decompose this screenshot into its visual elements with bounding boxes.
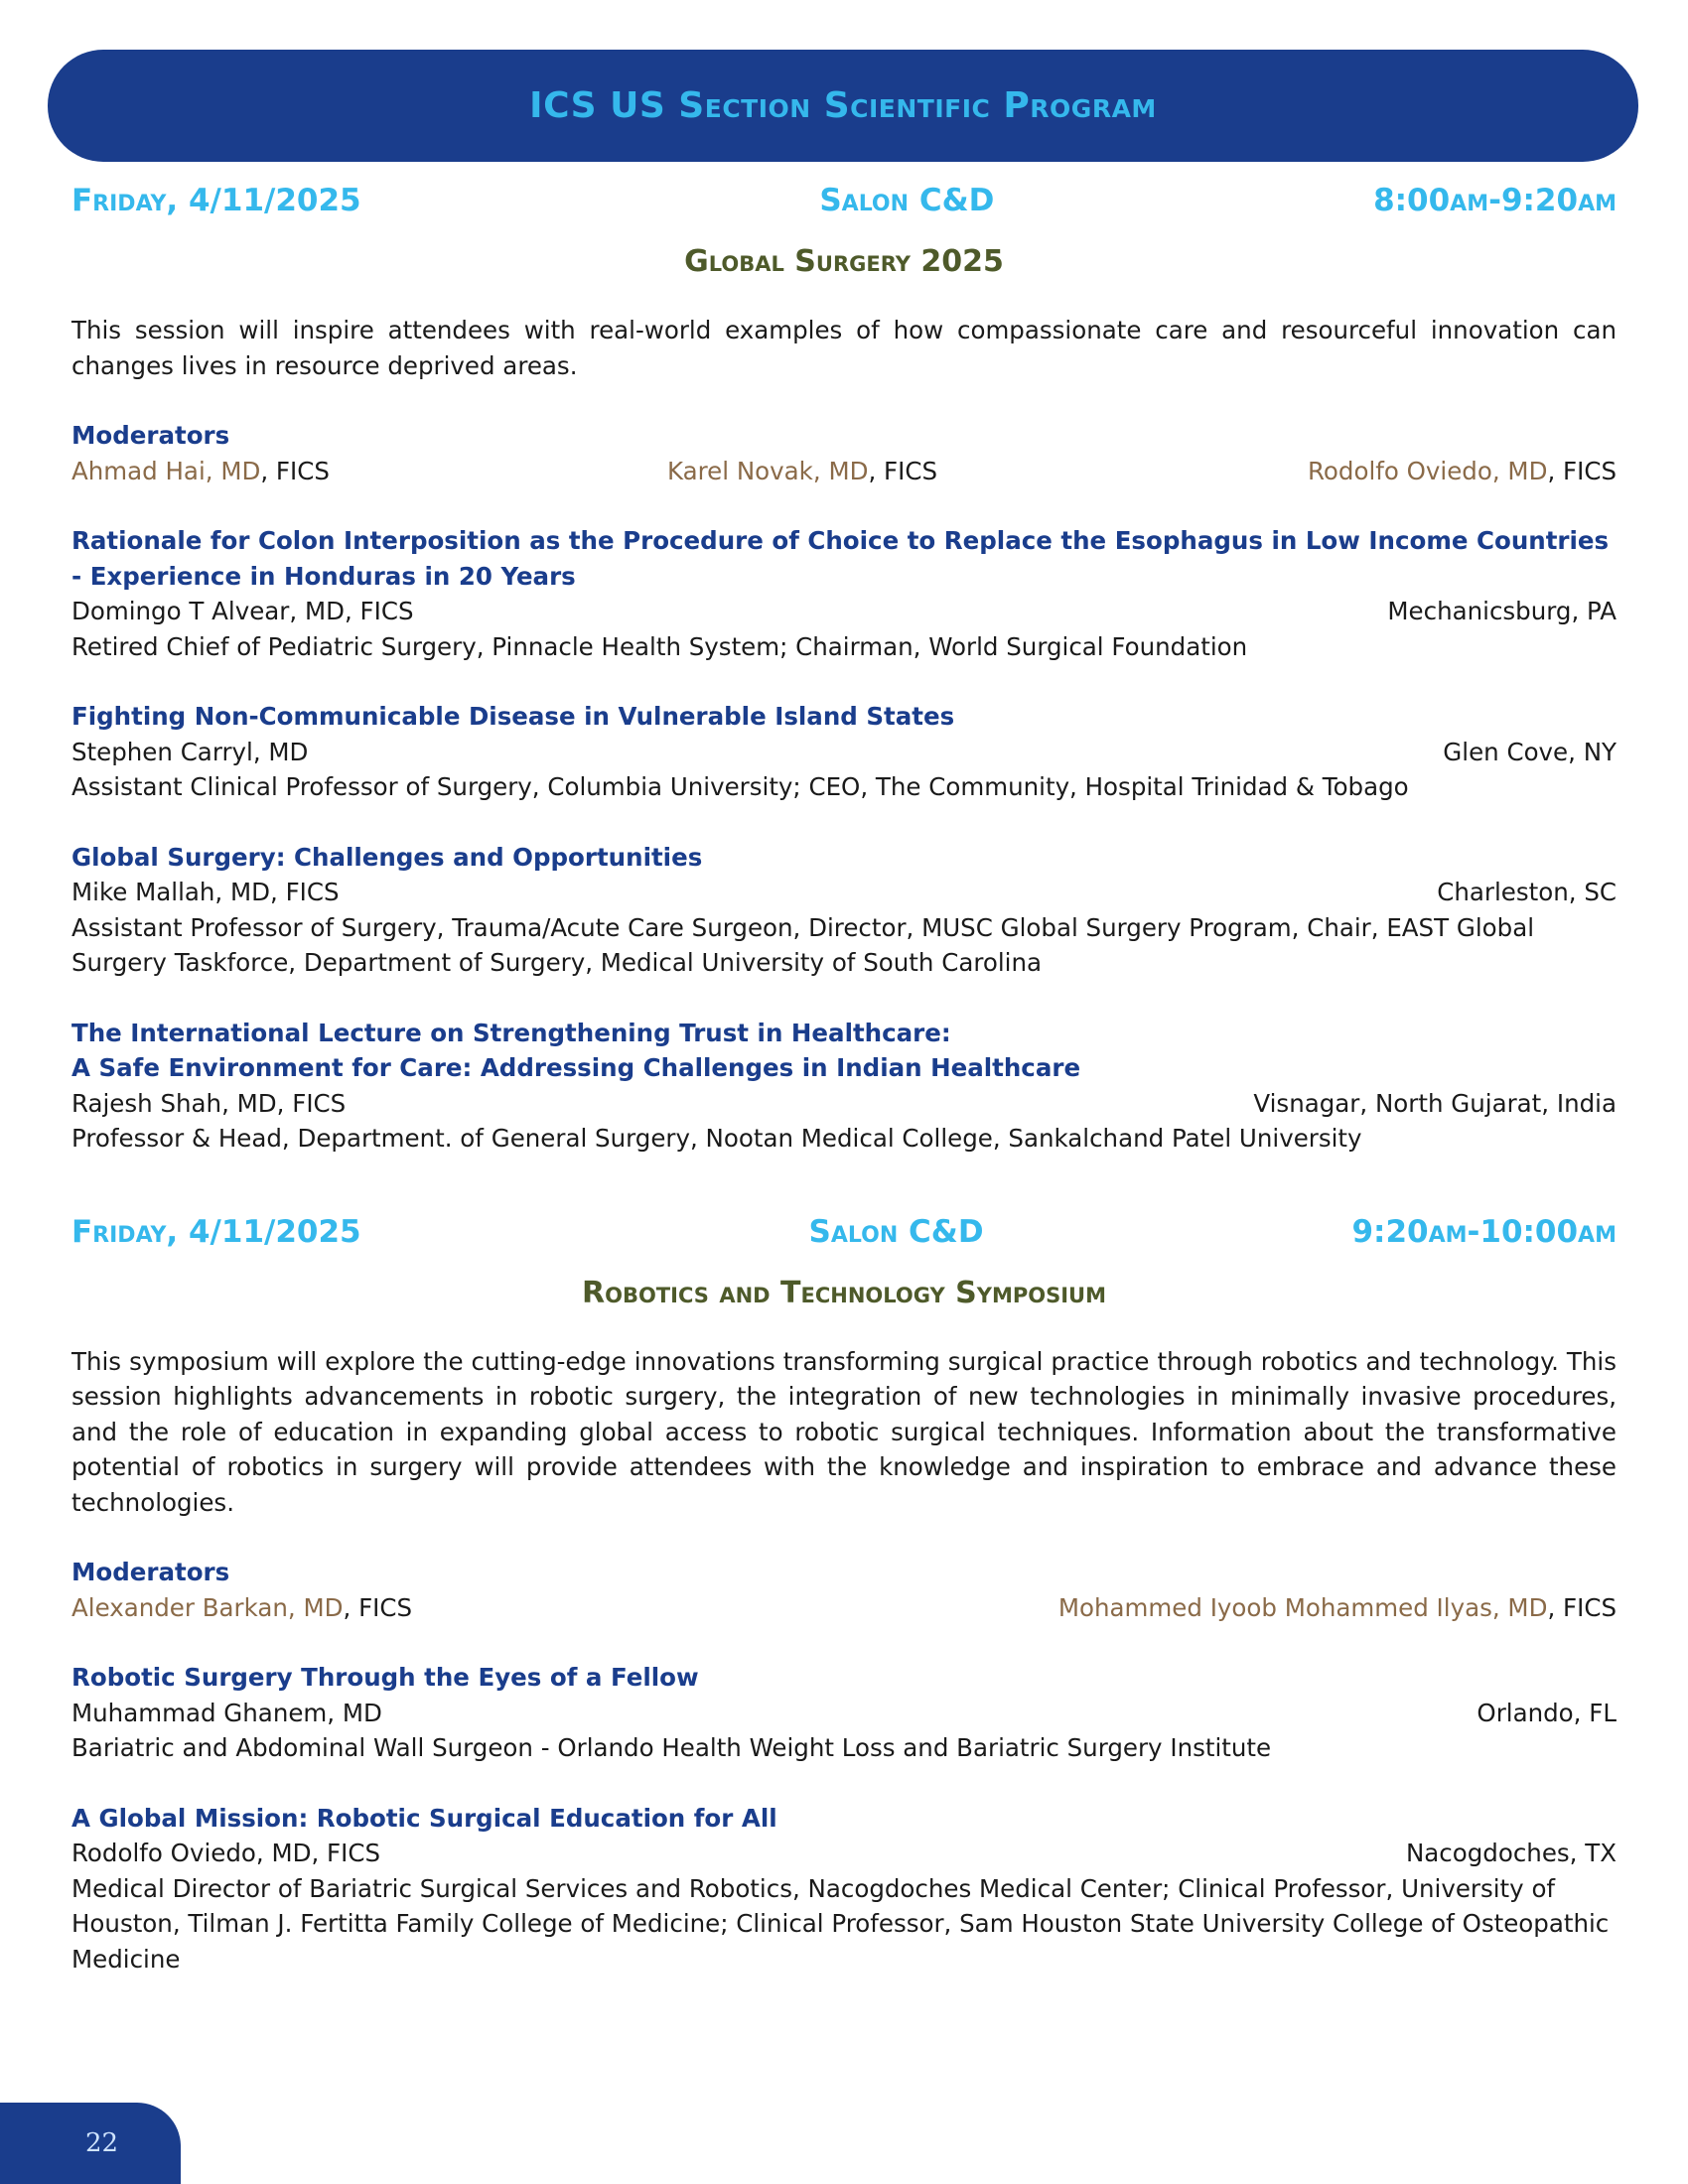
speaker-location: Mechanicsburg, PA	[1387, 597, 1617, 625]
moderator: Rodolfo Oviedo, MD, FICS	[1307, 456, 1617, 485]
speaker-affiliation: Assistant Clinical Professor of Surgery, Columbia University; CEO, The Community, Hospital Trinidad & Tobago	[71, 772, 1409, 801]
speaker-location: Visnagar, North Gujarat, India	[1253, 1088, 1617, 1118]
session-global-surgery	[71, 183, 1617, 1157]
talk-title: Rationale for Colon Interposition as the Procedure of Choice to Replace the Esophagus in Low Income Countries - Experience in Honduras in 20 Years	[71, 526, 1610, 591]
session-meta	[71, 1214, 1617, 1250]
session-description: This session will inspire attendees with real-world examples of how compassionate care and resourceful innovation can changes lives in resource deprived areas.	[71, 316, 1617, 380]
talk	[71, 840, 1617, 981]
speaker-row	[71, 1086, 1617, 1122]
speaker-location: Nacogdoches, TX	[1405, 1839, 1617, 1867]
session-room: Salon C&D	[808, 1213, 984, 1250]
speaker-name: Mike Mallah, MD, FICS	[71, 878, 340, 906]
moderator: Karel Novak, MD, FICS	[667, 456, 938, 485]
talk	[71, 523, 1617, 664]
session-title: Global Surgery 2025	[684, 244, 1004, 279]
moderator: Ahmad Hai, MD, FICS	[71, 456, 330, 485]
speaker-location: Charleston, SC	[1437, 878, 1617, 906]
session-title: Robotics and Technology Symposium	[582, 1275, 1106, 1310]
talk-title: Robotic Surgery Through the Eyes of a Fellow	[71, 1663, 699, 1692]
speaker-name: Domingo T Alvear, MD, FICS	[71, 597, 414, 625]
session-description: This symposium will explore the cutting-edge innovations transforming surgical practice through robotics and technology. This session highlights advancements in robotic surgery, the integration of new technologies in minimally invasive procedures, and the role of education in expanding global access to robotic surgical techniques. Information about the transformative potential of robotics in surgery will provide attendees with the knowledge and inspiration to embrace and advance these technologies.	[71, 1346, 1617, 1517]
moderators-list	[71, 1590, 1617, 1626]
talk-title: Global Surgery: Challenges and Opportunities	[71, 842, 703, 872]
speaker-location: Glen Cove, NY	[1443, 737, 1617, 766]
speaker-name: Stephen Carryl, MD	[71, 737, 309, 766]
session-meta	[71, 183, 1617, 218]
speaker-affiliation: Professor & Head, Department. of General Surgery, Nootan Medical College, Sankalchand Patel University	[71, 1124, 1362, 1153]
moderators-block	[71, 418, 1617, 488]
speaker-row	[71, 1836, 1617, 1871]
program-title: ICS US Section Scientific Program	[529, 85, 1157, 126]
session-day: Friday, 4/11/2025	[71, 183, 361, 218]
moderators-label: Moderators	[71, 1558, 230, 1586]
page-number: 22	[85, 2128, 119, 2158]
session-time: 8:00am-9:20am	[1373, 183, 1617, 218]
speaker-row	[71, 1696, 1617, 1731]
talk	[71, 1016, 1617, 1157]
page-number-tab	[0, 2103, 181, 2184]
speaker-affiliation: Retired Chief of Pediatric Surgery, Pinnacle Health System; Chairman, World Surgical Foundation	[71, 631, 1248, 661]
program-banner	[48, 50, 1638, 162]
moderator: Mohammed Iyoob Mohammed Ilyas, MD, FICS	[1057, 1592, 1617, 1622]
talk	[71, 699, 1617, 805]
session-room: Salon C&D	[819, 183, 995, 218]
session-time: 9:20am-10:00am	[1351, 1213, 1617, 1250]
speaker-row	[71, 735, 1617, 770]
talk	[71, 1660, 1617, 1766]
talk-title: The International Lecture on Strengthening Trust in Healthcare:	[71, 1018, 951, 1047]
talk-title: Fighting Non-Communicable Disease in Vulnerable Island States	[71, 702, 955, 731]
session-day: Friday, 4/11/2025	[71, 1213, 361, 1250]
program-content	[71, 179, 1617, 1977]
talk-subtitle: A Safe Environment for Care: Addressing Challenges in Indian Healthcare	[71, 1053, 1081, 1082]
session-robotics	[71, 1214, 1617, 1978]
speaker-affiliation: Medical Director of Bariatric Surgical Services and Robotics, Nacogdoches Medical Center; Clinical Professor, University of Houston, Tilman J. Fertitta Family College of Medicine; Clinical Professor, Sam Houston State University College of Osteopathic Medicine	[71, 1873, 1610, 1974]
speaker-name: Rodolfo Oviedo, MD, FICS	[71, 1839, 380, 1867]
speaker-location: Orlando, FL	[1477, 1698, 1617, 1727]
talk-title: A Global Mission: Robotic Surgical Education for All	[71, 1803, 777, 1833]
moderators-label: Moderators	[71, 421, 230, 450]
speaker-row	[71, 594, 1617, 629]
speaker-affiliation: Bariatric and Abdominal Wall Surgeon - Orlando Health Weight Loss and Bariatric Surgery Institute	[71, 1733, 1272, 1762]
speaker-name: Muhammad Ghanem, MD	[71, 1698, 382, 1727]
moderators-block	[71, 1555, 1617, 1625]
speaker-name: Rajesh Shah, MD, FICS	[71, 1088, 347, 1118]
speaker-row	[71, 875, 1617, 910]
speaker-affiliation: Assistant Professor of Surgery, Trauma/Acute Care Surgeon, Director, MUSC Global Surgery Program, Chair, EAST Global Surgery Taskforce, Department of Surgery, Medical University of South Carolina	[71, 912, 1535, 977]
moderators-list	[71, 454, 1617, 489]
talk	[71, 1801, 1617, 1978]
moderator: Alexander Barkan, MD, FICS	[71, 1592, 413, 1622]
